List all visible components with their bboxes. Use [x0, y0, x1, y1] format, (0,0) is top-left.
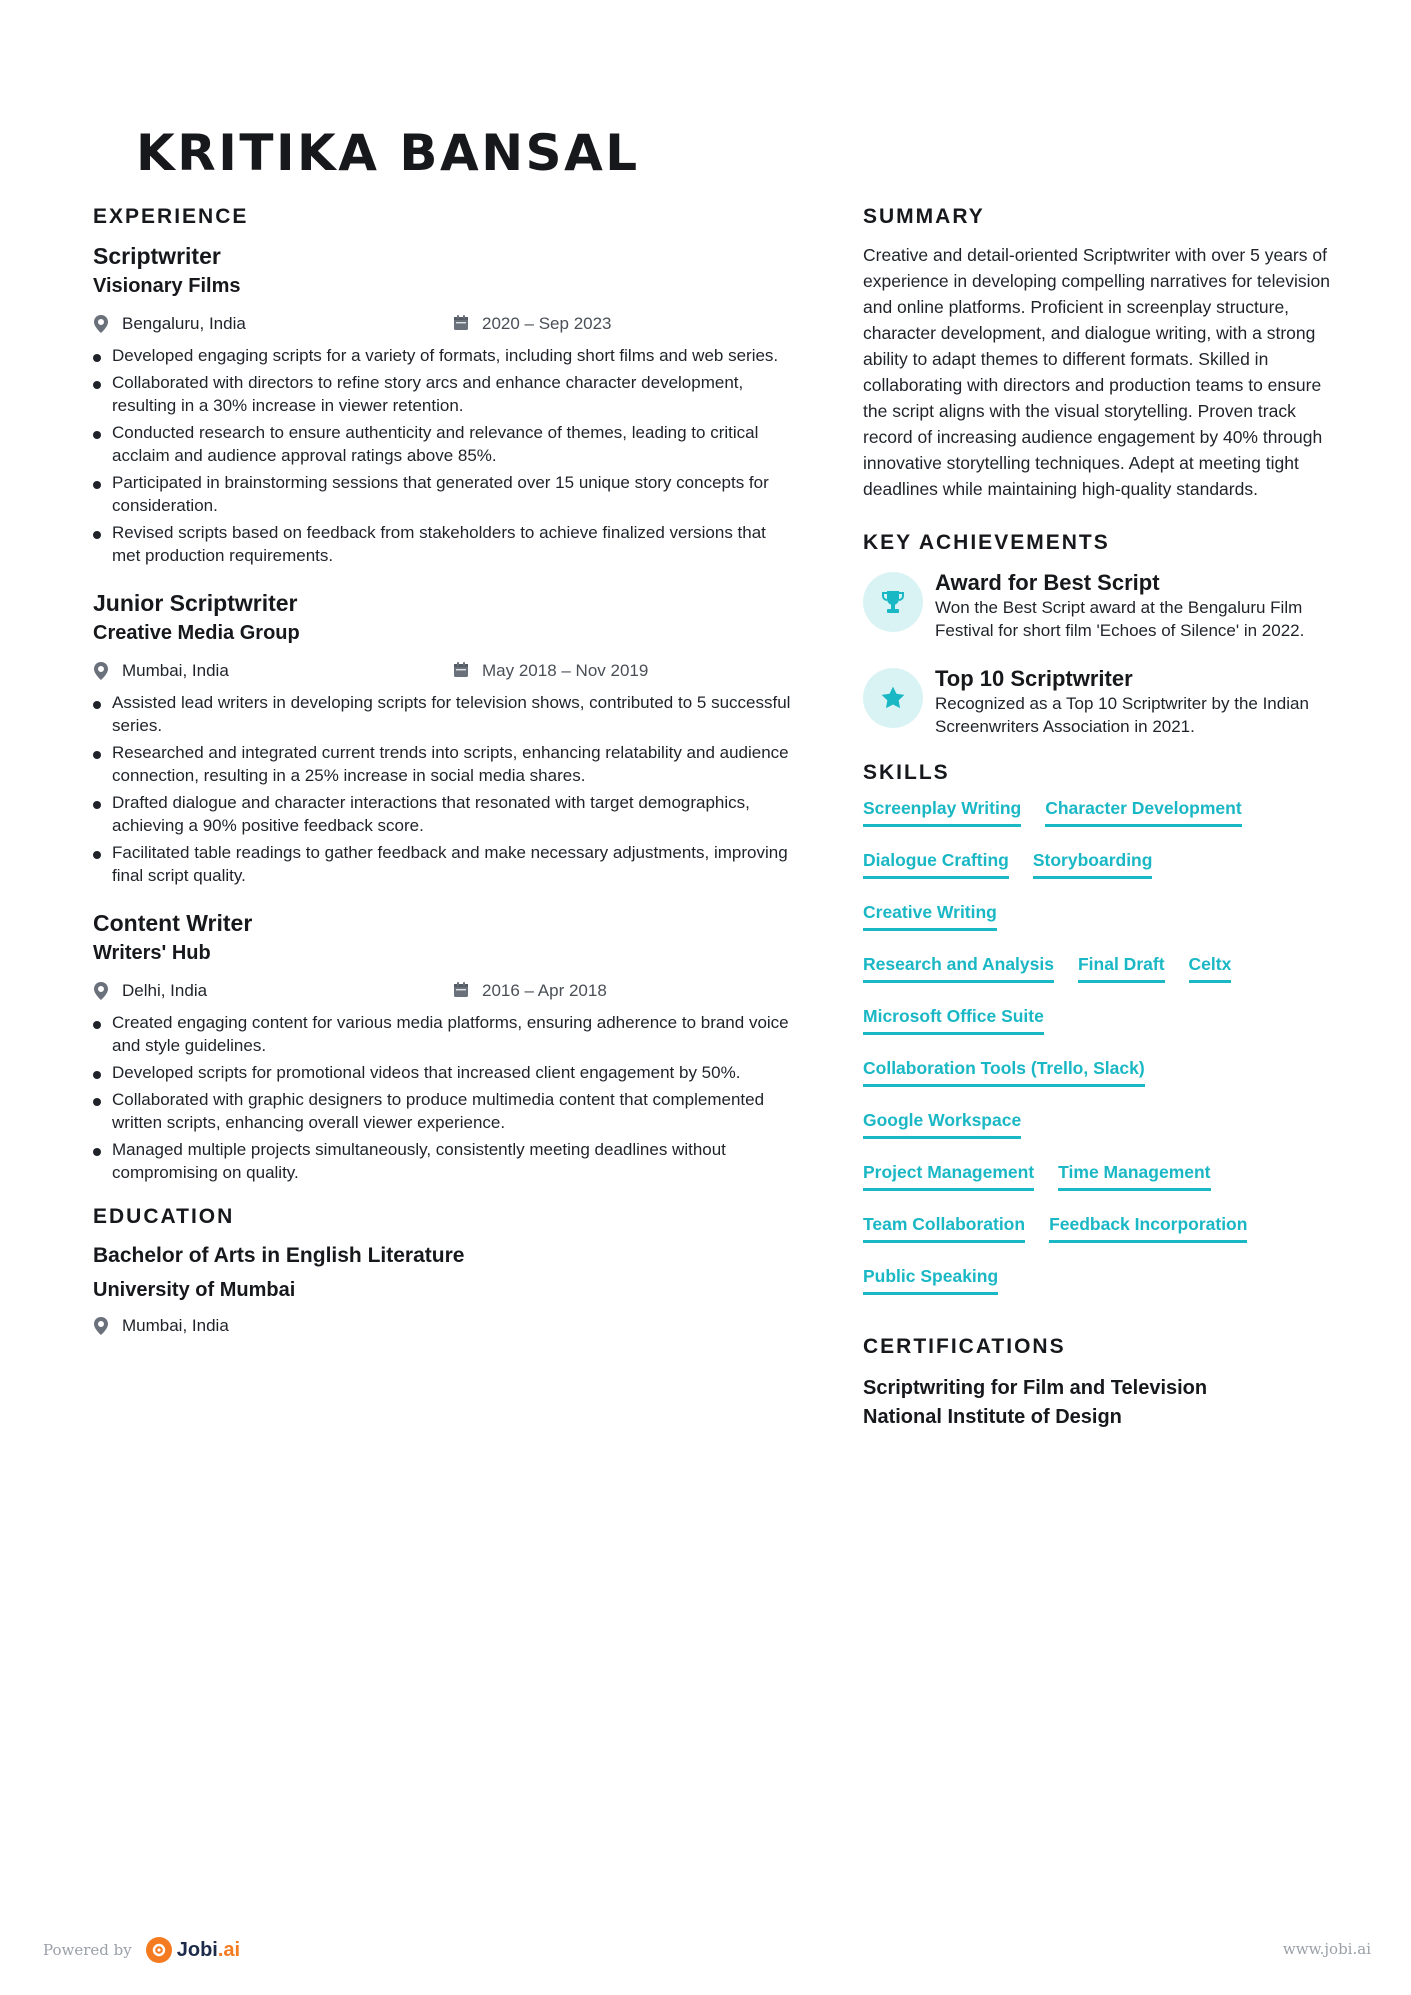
- skill-tag: Collaboration Tools (Trello, Slack): [863, 1056, 1145, 1087]
- summary-text: Creative and detail-oriented Scriptwriter with over 5 years of experience in developing compelling narratives for television and online platforms. Proficient in screenplay structure, character development, and dialogue writing, with a strong ability to adapt themes to different formats. Skilled in collaborating with directors and production teams to ensure the script aligns with the visual storytelling. Proven track record of increasing audience engagement by 40% through innovative storytelling techniques. Adept at meeting tight deadlines while maintaining high-quality standards.: [863, 245, 1330, 499]
- skill-tag: Dialogue Crafting: [863, 848, 1009, 879]
- footer-url[interactable]: www.jobi.ai: [1282, 1940, 1371, 1958]
- job-dates: [453, 314, 612, 334]
- job-location: [93, 981, 453, 1001]
- job-dates: [453, 661, 648, 681]
- bullet-item: Collaborated with directors to refine story arcs and enhance character development, resulting in a 30% increase in viewer retention.: [93, 371, 793, 417]
- job-title: Content Writer: [93, 910, 253, 936]
- job-dates: [453, 981, 607, 1001]
- education-location-text: Mumbai, India: [122, 1316, 229, 1335]
- bullet-item: Created engaging content for various media platforms, ensuring adherence to brand voice and style guidelines.: [93, 1011, 793, 1057]
- skill-tag: Research and Analysis: [863, 952, 1054, 983]
- job-location-text: Bengaluru, India: [122, 314, 246, 333]
- skill-tag: Microsoft Office Suite: [863, 1004, 1044, 1035]
- achievement-title: Award for Best Script: [935, 570, 1160, 595]
- job-title: Scriptwriter: [93, 243, 221, 269]
- skill-tag: Google Workspace: [863, 1108, 1021, 1139]
- job-location-text: Mumbai, India: [122, 661, 229, 680]
- education-school: University of Mumbai: [93, 1279, 296, 1301]
- achievement-desc: Recognized as a Top 10 Scriptwriter by the Indian Screenwriters Association in 2021.: [935, 694, 1309, 736]
- skill-tag: Public Speaking: [863, 1264, 998, 1295]
- education-degree: Bachelor of Arts in English Literature: [93, 1244, 465, 1267]
- skill-tag: Time Management: [1058, 1160, 1210, 1191]
- job-entry: [93, 909, 793, 1184]
- job-dates-text: May 2018 – Nov 2019: [482, 661, 649, 680]
- location-pin-icon: [93, 662, 109, 680]
- skill-tag: Project Management: [863, 1160, 1034, 1191]
- jobi-logo-icon: [146, 1937, 172, 1963]
- bullet-item: Assisted lead writers in developing scripts for television shows, contributed to 5 successful series.: [93, 691, 793, 737]
- summary-heading: SUMMARY: [863, 205, 985, 228]
- bullet-item: Conducted research to ensure authenticity and relevance of themes, leading to critical acclaim and audience approval ratings above 85%.: [93, 421, 793, 467]
- job-location-text: Delhi, India: [122, 981, 208, 1000]
- right-column: [863, 206, 1333, 1432]
- job-dates-text: 2016 – Apr 2018: [482, 981, 607, 1000]
- job-entry: [93, 242, 793, 567]
- education-location: [93, 1312, 793, 1340]
- education-heading: EDUCATION: [93, 1205, 235, 1228]
- skill-tag: Feedback Incorporation: [1049, 1212, 1247, 1243]
- certifications-list: [863, 1374, 1333, 1432]
- bullet-item: Revised scripts based on feedback from stakeholders to achieve finalized versions that met production requirements.: [93, 521, 793, 567]
- bullet-item: Managed multiple projects simultaneously, consistently meeting deadlines without compromising on quality.: [93, 1138, 793, 1184]
- jobi-logo-suffix: .ai: [217, 1938, 241, 1961]
- job-meta: [93, 657, 793, 685]
- trophy-icon: [863, 572, 923, 632]
- skill-tag: Character Development: [1045, 796, 1241, 827]
- achievements-list: [863, 570, 1333, 738]
- skill-tag: Screenplay Writing: [863, 796, 1021, 827]
- achievement-item: [863, 570, 1333, 642]
- bullet-item: Drafted dialogue and character interactions that resonated with target demographics, achieving a 90% positive feedback score.: [93, 791, 793, 837]
- skill-tag: Storyboarding: [1033, 848, 1153, 879]
- job-bullets: [93, 344, 793, 567]
- job-meta: [93, 310, 793, 338]
- location-pin-icon: [93, 982, 109, 1000]
- achievement-title: Top 10 Scriptwriter: [935, 666, 1133, 691]
- bullet-item: Researched and integrated current trends into scripts, enhancing relatability and audience connection, resulting in a 25% increase in social media shares.: [93, 741, 793, 787]
- company-name: Creative Media Group: [93, 622, 300, 644]
- bullet-item: Developed engaging scripts for a variety of formats, including short films and web series.: [93, 344, 793, 367]
- calendar-icon: [453, 982, 469, 1000]
- skill-tag: Creative Writing: [863, 900, 997, 931]
- achievement-text: [935, 666, 1333, 738]
- certifications-heading: CERTIFICATIONS: [863, 1335, 1066, 1358]
- job-title: Junior Scriptwriter: [93, 590, 298, 616]
- achievements-heading: KEY ACHIEVEMENTS: [863, 531, 1110, 554]
- location-pin-icon: [93, 1317, 109, 1335]
- skills-list: [863, 796, 1333, 1316]
- calendar-icon: [453, 315, 469, 333]
- job-bullets: [93, 1011, 793, 1184]
- calendar-icon: [453, 662, 469, 680]
- bullet-item: Facilitated table readings to gather feedback and make necessary adjustments, improving final script quality.: [93, 841, 793, 887]
- job-entry: [93, 589, 793, 887]
- achievement-desc: Won the Best Script award at the Bengaluru Film Festival for short film 'Echoes of Silence' in 2022.: [935, 598, 1305, 640]
- jobi-logo-text: Jobi: [176, 1938, 218, 1961]
- company-name: Writers' Hub: [93, 942, 211, 964]
- achievement-text: [935, 570, 1333, 642]
- certification-line: National Institute of Design: [863, 1406, 1122, 1428]
- bullet-item: Collaborated with graphic designers to produce multimedia content that complemented written scripts, enhancing overall viewer experience.: [93, 1088, 793, 1134]
- certification-line: Scriptwriting for Film and Television: [863, 1377, 1208, 1399]
- job-location: [93, 314, 453, 334]
- powered-by-label: Powered by: [43, 1941, 132, 1959]
- experience-list: [93, 242, 793, 1184]
- left-column: [93, 206, 793, 1346]
- skill-tag: Celtx: [1189, 952, 1232, 983]
- star-icon: [863, 668, 923, 728]
- location-pin-icon: [93, 315, 109, 333]
- bullet-item: Participated in brainstorming sessions that generated over 15 unique story concepts for consideration.: [93, 471, 793, 517]
- job-dates-text: 2020 – Sep 2023: [482, 314, 612, 333]
- skill-tag: Team Collaboration: [863, 1212, 1025, 1243]
- bullet-item: Developed scripts for promotional videos that increased client engagement by 50%.: [93, 1061, 793, 1084]
- company-name: Visionary Films: [93, 275, 241, 297]
- job-meta: [93, 977, 793, 1005]
- candidate-name: KRITIKA BANSAL: [136, 124, 640, 182]
- job-bullets: [93, 691, 793, 887]
- job-location: [93, 661, 453, 681]
- skills-heading: SKILLS: [863, 761, 950, 784]
- skill-tag: Final Draft: [1078, 952, 1165, 983]
- jobi-logo[interactable]: [146, 1937, 240, 1963]
- experience-heading: EXPERIENCE: [93, 205, 249, 228]
- powered-by: [43, 1937, 240, 1963]
- achievement-item: [863, 666, 1333, 738]
